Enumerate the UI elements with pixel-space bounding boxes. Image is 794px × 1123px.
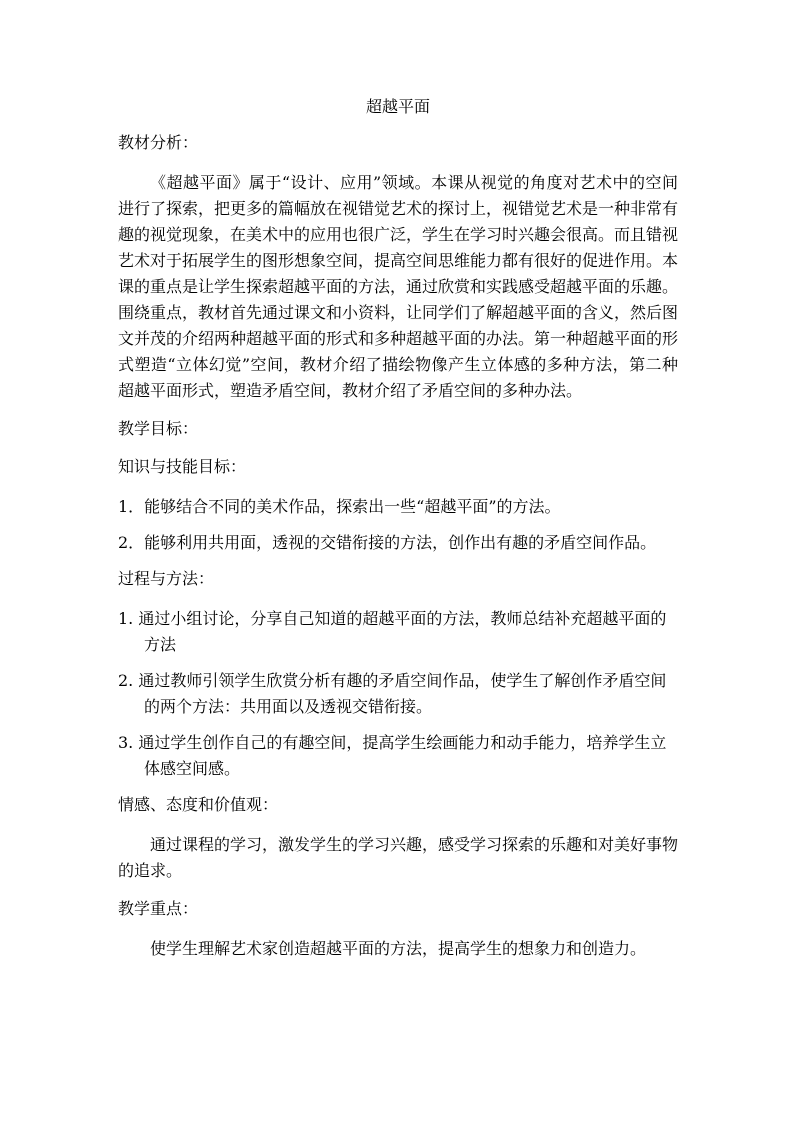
process-heading: 过程与方法： (118, 569, 215, 588)
emotion-heading: 情感、态度和价值观： (118, 795, 279, 814)
knowledge-item: 2．能够利用共用面，透视的交错衔接的方法，创作出有趣的矛盾空间作品。 (118, 533, 657, 552)
focus-heading: 教学重点： (118, 899, 199, 918)
emotion-paragraph: 通过课程的学习，激发学生的学习兴趣，感受学习探索的乐趣和对美好事物的追求。 (118, 835, 679, 880)
process-item: 1. 通过小组讨论，分享自己知道的超越平面的方法，教师总结补充超越平面的方法 (118, 609, 667, 654)
analysis-heading: 教材分析： (118, 133, 199, 152)
knowledge-item: 1．能够结合不同的美术作品，探索出一些“超越平面”的方法。 (118, 497, 561, 516)
knowledge-list (118, 494, 678, 556)
knowledge-heading: 知识与技能目标： (118, 457, 247, 476)
document-page (118, 96, 678, 976)
process-item: 3. 通过学生创作自己的有趣空间，提高学生绘画能力和动手能力，培养学生立体感空间感。 (118, 733, 667, 778)
goals-heading: 教学目标： (118, 419, 199, 438)
analysis-paragraph: 《超越平面》属于“设计、应用”领域。本课从视觉的角度对艺术中的空间进行了探索，把更多的篇幅放在视错觉艺术的探讨上，视错觉艺术是一种非常有趣的视觉现象，在美术中的应用也很广泛，学生在学习时兴趣会很高。而且错视艺术对于拓展学生的图形想象空间，提高空间思维能力都有很好的促进作用。本课的重点是让学生探索超越平面的方法，通过欣赏和实践感受超越平面的乐趣。围绕重点，教材首先通过课文和小资料，让同学们了解超越平面的含义，然后图文并茂的介绍两种超越平面的形式和多种超越平面的办法。第一种超越平面的形式塑造“立体幻觉”空间，教材介绍了描绘物像产生立体感的多种方法，第二种超越平面形式，塑造矛盾空间，教材介绍了矛盾空间的多种办法。 (118, 173, 679, 400)
process-item: 2. 通过教师引领学生欣赏分析有趣的矛盾空间作品，使学生了解创作矛盾空间的两个方法：共用面以及透视交错衔接。 (118, 671, 667, 716)
process-list (118, 606, 678, 782)
focus-paragraph: 使学生理解艺术家创造超越平面的方法，提高学生的想象力和创造力。 (150, 939, 647, 958)
document-title: 超越平面 (365, 97, 430, 116)
